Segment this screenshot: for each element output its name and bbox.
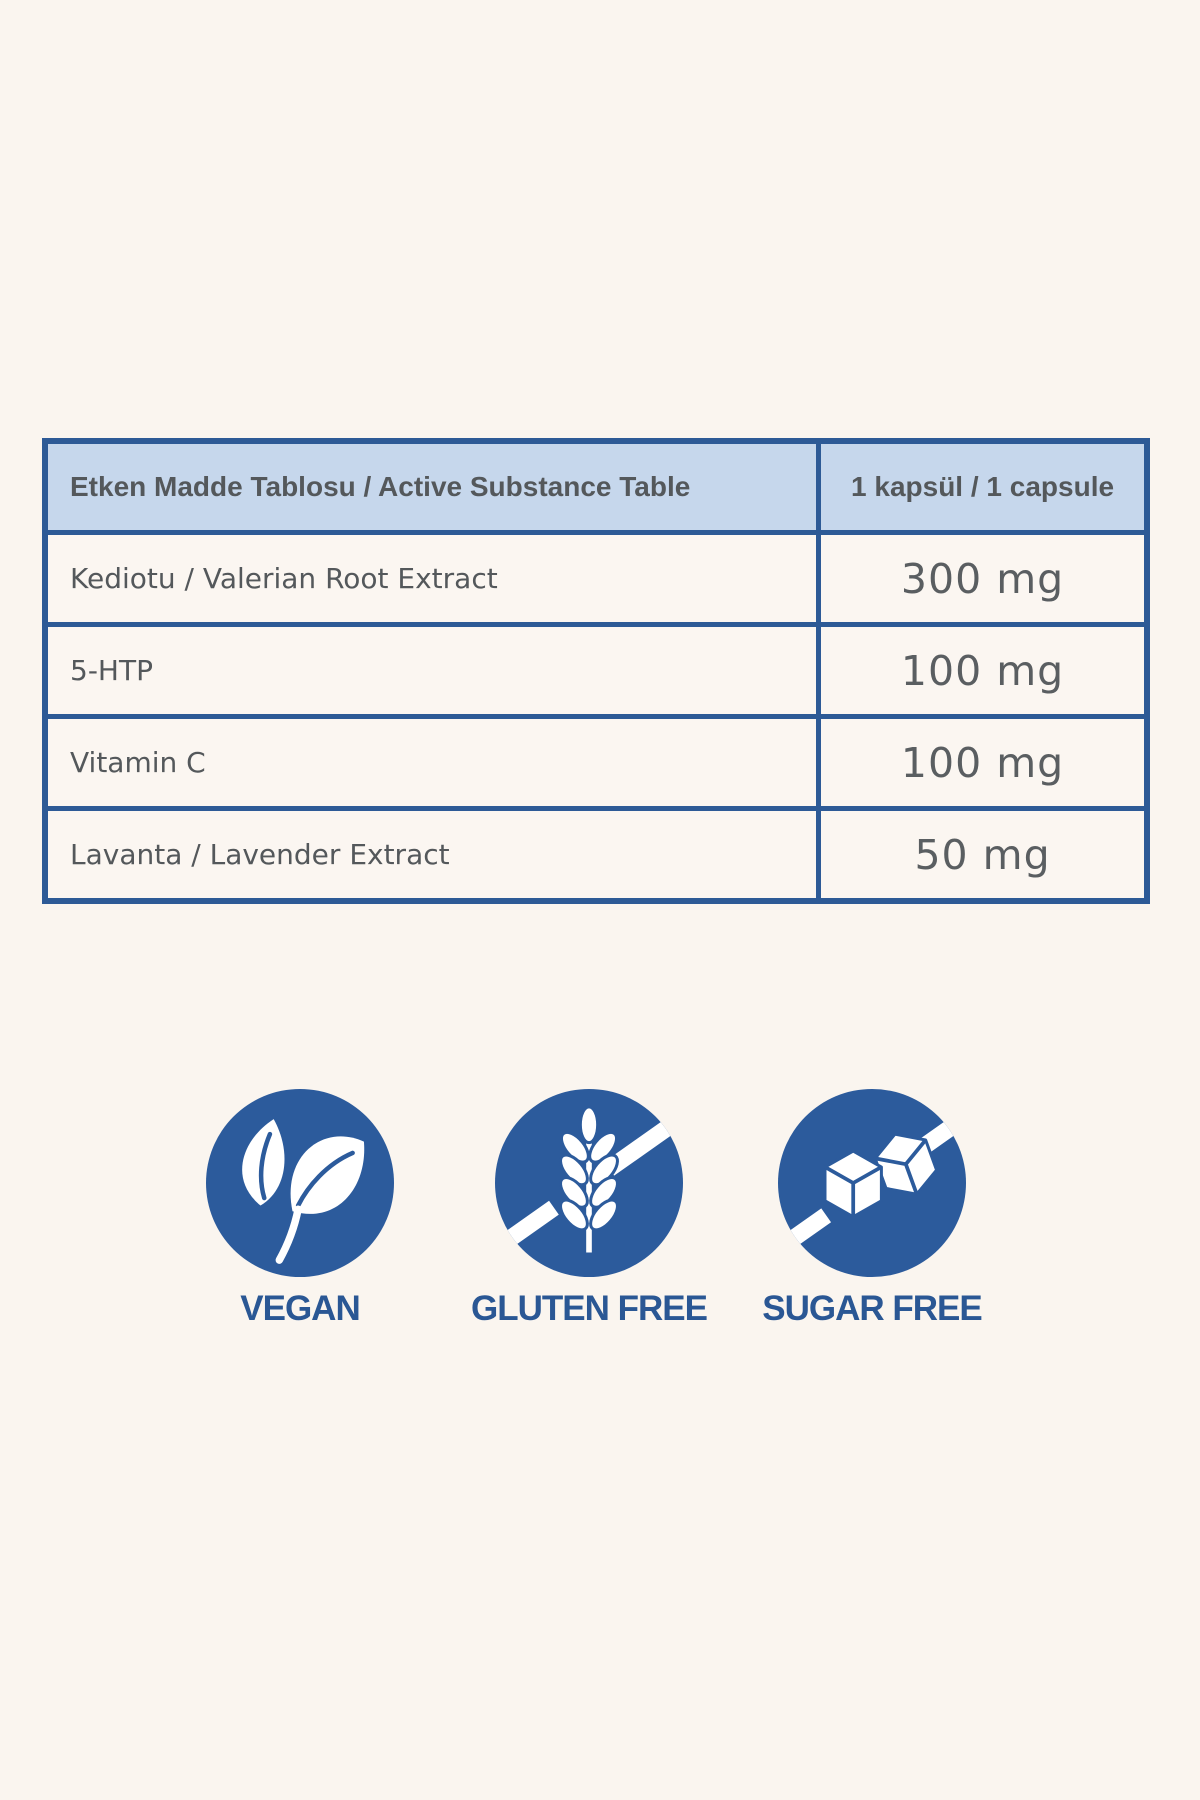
substance-amount: 300 mg [819,533,1147,625]
substance-name: 5-HTP [45,625,819,717]
table-header-substance: Etken Madde Tablosu / Active Substance Table [45,441,819,533]
sugar-free-badge [702,1089,1042,1329]
table-header-amount: 1 kapsül / 1 capsule [819,441,1147,533]
badge-label: SUGAR FREE [762,1289,982,1328]
table-row [45,717,1147,809]
table-header-row [45,441,1147,533]
badge-label: GLUTEN FREE [471,1289,707,1328]
badge-label: VEGAN [240,1289,360,1328]
leaf-icon [206,1089,394,1277]
substance-name: Lavanta / Lavender Extract [45,809,819,902]
table-row [45,625,1147,717]
substance-amount: 100 mg [819,625,1147,717]
wheat-crossed-icon [495,1089,683,1277]
substance-name: Kediotu / Valerian Root Extract [45,533,819,625]
substance-amount: 50 mg [819,809,1147,902]
substance-amount: 100 mg [819,717,1147,809]
substance-name: Vitamin C [45,717,819,809]
active-substance-table [42,438,1150,904]
sugar-cubes-crossed-icon [778,1089,966,1277]
table-row [45,809,1147,902]
table-row [45,533,1147,625]
